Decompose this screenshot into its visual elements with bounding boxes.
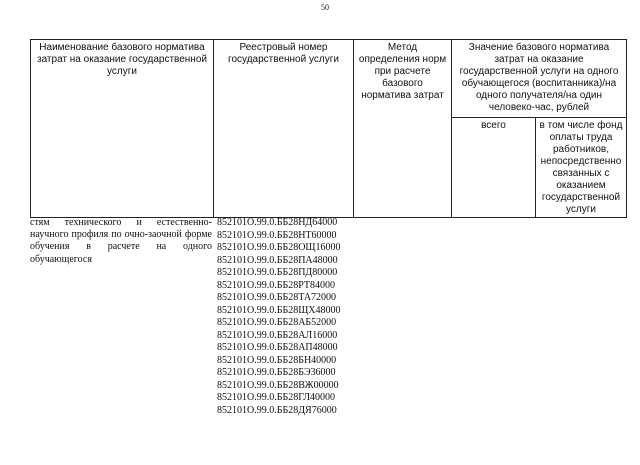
registry-code: 852101О.99.0.ББ28ВЖ00000 (217, 379, 339, 391)
registry-code: 852101О.99.0.ББ28ОЩ16000 (217, 242, 341, 253)
header-method: Метод определения норм при расчете базового норматива затрат (354, 40, 452, 218)
registry-codes-list (217, 217, 367, 417)
registry-code: 852101О.99.0.ББ28НД64000 (217, 217, 338, 228)
registry-code: 852101О.99.0.ББ28АП48000 (217, 342, 338, 353)
registry-code: 852101О.99.0.ББ28АЛ16000 (217, 329, 338, 341)
header-basic-norm-name: Наименование базового норматива затрат на оказание государственной услуги (31, 40, 214, 218)
page-number: 50 (321, 3, 329, 12)
registry-code: 852101О.99.0.ББ28РТ84000 (217, 279, 335, 291)
header-registry-number: Реестровый номер государственной услуги (214, 40, 354, 218)
registry-code: 852101О.99.0.ББ28БН40000 (217, 354, 337, 366)
registry-code: 852101О.99.0.ББ28АБ52000 (217, 317, 337, 328)
registry-code: 852101О.99.0.ББ28БЭ36000 (217, 367, 336, 378)
registry-code: 852101О.99.0.ББ28НТ60000 (217, 229, 337, 241)
registry-code: 852101О.99.0.ББ28ТА72000 (217, 292, 337, 303)
registry-code: 852101О.99.0.ББ28ПА48000 (217, 254, 338, 266)
header-payroll-fund: в том числе фонд оплаты труда работников, непосредственно связанных с оказанием государственной услуги (536, 118, 627, 218)
registry-code: 852101О.99.0.ББ28ПД80000 (217, 267, 338, 278)
header-norm-value: Значение базового норматива затрат на оказание государственной услуги на одного обучающегося (воспитанника)/на одного получателя/на один человеко-час, рублей (452, 40, 627, 118)
table-header (30, 39, 627, 218)
registry-code: 852101О.99.0.ББ28ЩХ48000 (217, 304, 341, 316)
header-total: всего (452, 118, 536, 218)
registry-code: 852101О.99.0.ББ28ДЯ76000 (217, 404, 337, 416)
row-description: стям технического и естественно-научного профиля по очно-заочной форме обучения в расчете на одного обучающегося (30, 217, 212, 265)
registry-code: 852101О.99.0.ББ28ГЛ40000 (217, 392, 336, 403)
